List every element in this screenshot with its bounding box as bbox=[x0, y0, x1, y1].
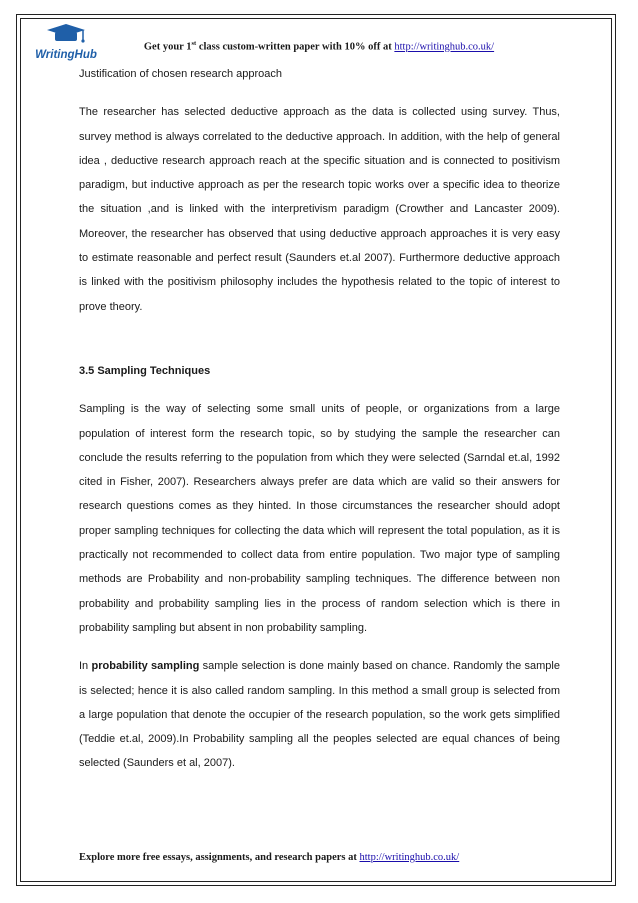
paragraph-probability-sampling bbox=[79, 654, 560, 775]
document-body bbox=[79, 62, 560, 776]
section-heading: Justification of chosen research approach bbox=[79, 68, 283, 80]
promo-text: Get your 1 bbox=[143, 41, 192, 53]
promo-text-cont: class custom-written paper with 10% off at bbox=[196, 41, 395, 53]
paragraph-sampling: Sampling is the way of selecting some small units of people, or organizations from a large population of interest form the research topic, so by studying the sample the researcher can conclude the results referring to the population from which they were selected (Sarndal et.al, 1992 cited in Fisher, 2007). Researchers always prefer are data which are valid so their answers for research questions comes as they hinted. In those circumstances the researcher should adopt proper sampling techniques for collecting the data which will represent the total population, as it is practically not recommended to collect data from entire population. Two major type of sampling methods are Probability and non-probability sampling techniques. The difference between non probability and probability sampling lies in the process of random selection which is there in probability sampling but absent in non probability sampling. bbox=[79, 403, 560, 634]
promo-superscript: st bbox=[191, 40, 197, 47]
paragraph-justification: The researcher has selected deductive approach as the data is collected using survey. Thus, survey method is always correlated to the deductive approach. In addition, with the help of general idea , deductive research approach reach at the specific situation and is connected to positivism paradigm, but inductive approach as per the research topic works over a specific idea to theorize the situation ,and is linked with the interpretivism paradigm (Crowther and Lancaster 2009). Moreover, the researcher has observed that using deductive approach approaches it is very easy to estimate reasonable and perfect result (Saunders et.al 2007). Furthermore deductive approach is linked with the positivism philosophy includes the hypothesis related to the topic of interest to prove theory. bbox=[79, 106, 560, 313]
probability-sampling-term: probability sampling bbox=[91, 660, 200, 673]
header-link[interactable]: http://writinghub.co.uk/ bbox=[394, 41, 495, 53]
promo-footer bbox=[79, 852, 599, 863]
promo-header bbox=[0, 40, 638, 53]
para3-prefix: In bbox=[79, 660, 92, 673]
svg-text:WritingHub: WritingHub bbox=[35, 49, 97, 61]
para3-rest: sample selection is done mainly based on chance. Randomly the sample is selected; hence it is also called random sampling. In this method a small group is selected from a large population that denote the occupier of the research population, so the work gets simplified (Teddie et.al, 2009).In Probability sampling all the peoples selected are equal chances of being selected (Saunders et al, 2007). bbox=[79, 660, 560, 770]
section-title-sampling: 3.5 Sampling Techniques bbox=[79, 364, 211, 377]
footer-link[interactable]: http://writinghub.co.uk/ bbox=[359, 852, 460, 863]
footer-text: Explore more free essays, assignments, and research papers at bbox=[79, 852, 360, 863]
